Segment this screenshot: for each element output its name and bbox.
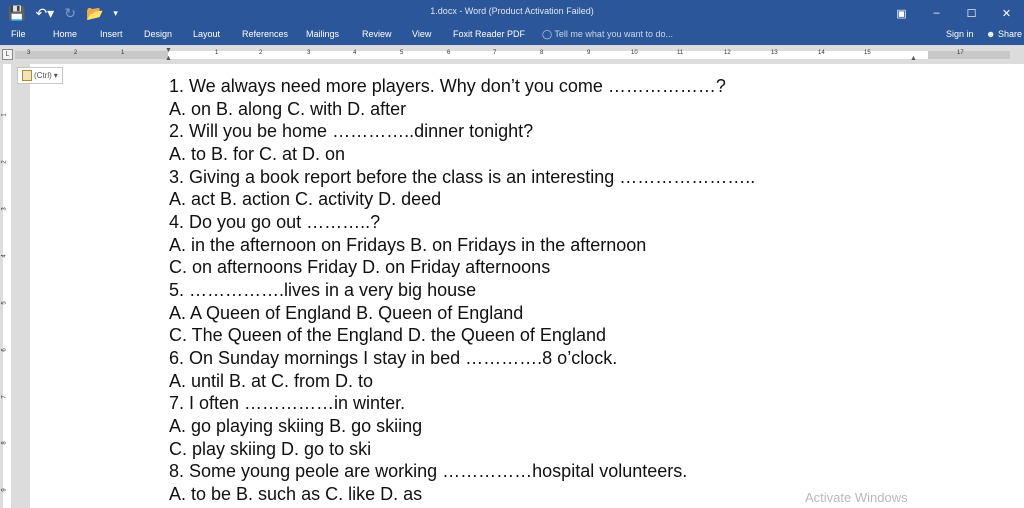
ruler-number: 8 (1, 441, 8, 445)
tab-layout[interactable]: Layout (193, 29, 221, 39)
document-line: A. act B. action C. activity D. deed (169, 189, 442, 209)
window-title: 1.docx - Word (Product Activation Failed) (430, 6, 594, 16)
close-button[interactable]: ✕ (1001, 7, 1012, 20)
document-line: A. to B. for C. at D. on (169, 144, 346, 164)
document-line: A. until B. at C. from D. to (169, 371, 374, 391)
maximize-button[interactable]: ☐ (966, 7, 977, 20)
ruler-number: 7 (493, 50, 497, 56)
ruler-number: 4 (353, 50, 357, 56)
share-label: Share (998, 29, 1023, 39)
tab-selector[interactable]: L (2, 49, 13, 60)
ruler-number: 13 (771, 50, 778, 56)
tab-foxit-reader-pdf[interactable]: Foxit Reader PDF (453, 29, 526, 39)
ruler-number: 6 (1, 348, 8, 352)
share-button[interactable] (986, 29, 1022, 39)
ruler-number: 1 (215, 50, 219, 56)
ribbon-tabs (0, 26, 1024, 45)
open-folder-icon[interactable]: 📂 (85, 5, 104, 21)
document-line: A. to be B. such as C. like D. as (169, 484, 423, 504)
right-indent-icon[interactable]: ▲ (910, 55, 917, 62)
title-bar (0, 0, 1024, 26)
ruler-number: 10 (631, 50, 638, 56)
save-icon[interactable]: 💾 (8, 5, 26, 21)
document-line: 2. Will you be home …………..dinner tonight? (169, 121, 534, 141)
document-line: 5. …………….lives in a very big house (169, 280, 477, 300)
person-icon: ☻ (986, 29, 996, 39)
chevron-down-icon: ▾ (53, 71, 58, 80)
ruler-number: 3 (307, 50, 311, 56)
document-line: C. on afternoons Friday D. on Friday afternoons (169, 257, 551, 277)
ruler-text-area (168, 51, 928, 59)
document-line: A. go playing skiing B. go skiing (169, 416, 423, 436)
ruler-row (0, 45, 1024, 64)
ruler-number: 15 (864, 50, 871, 56)
undo-icon[interactable]: ↶▾ (35, 5, 55, 21)
document-line: 8. Some young peole are working ……………hospital volunteers. (169, 461, 688, 481)
tell-me-text: Tell me what you want to do... (554, 29, 673, 39)
tab-design[interactable]: Design (144, 29, 173, 39)
ribbon-display-options-icon[interactable]: ▣ (896, 7, 907, 20)
ruler-number: 12 (724, 50, 731, 56)
paste-options-label: (Ctrl) (34, 71, 52, 80)
tab-file[interactable]: File (11, 29, 26, 39)
ruler-number: 2 (259, 50, 263, 56)
lightbulb-icon: ◯ (542, 29, 553, 39)
document-line: 7. I often ……………in winter. (169, 393, 406, 413)
vertical-ruler-strip (0, 64, 30, 508)
ruler-number: 3 (27, 50, 31, 56)
ruler-number: 3 (1, 207, 8, 211)
document-line: C. play skiing D. go to ski (169, 439, 372, 459)
ruler-number: 17 (957, 50, 964, 56)
tab-review[interactable]: Review (362, 29, 392, 39)
activation-watermark: Activate Windows (805, 490, 908, 505)
ruler-number: 1 (1, 113, 8, 117)
redo-icon[interactable]: ↻ (64, 5, 76, 21)
minimize-button[interactable]: – (933, 7, 940, 19)
document-line: C. The Queen of the England D. the Queen of England (169, 325, 606, 345)
ruler-number: 2 (1, 160, 8, 164)
vertical-ruler[interactable] (3, 64, 11, 508)
document-line: 6. On Sunday mornings I stay in bed ………….8 o’clock. (169, 348, 618, 368)
ruler-number: 1 (121, 50, 125, 56)
paste-options-button[interactable] (17, 67, 63, 84)
document-line: A. A Queen of England B. Queen of England (169, 303, 524, 323)
ruler-number: 8 (540, 50, 544, 56)
first-line-indent-icon[interactable]: ▼ (165, 47, 172, 54)
ruler-number: 4 (1, 254, 8, 258)
ruler-number: 5 (400, 50, 404, 56)
tab-insert[interactable]: Insert (100, 29, 123, 39)
tab-references[interactable]: References (242, 29, 289, 39)
ruler-number: 9 (1, 488, 8, 492)
ruler-number: 6 (447, 50, 451, 56)
ruler-number: 14 (818, 50, 825, 56)
document-line: A. in the afternoon on Fridays B. on Fridays in the afternoon (169, 235, 647, 255)
document-line: 4. Do you go out ………..? (169, 212, 381, 232)
clipboard-icon (22, 70, 32, 81)
ruler-number: 9 (587, 50, 591, 56)
customize-qat-icon[interactable]: ▾ (113, 8, 118, 18)
ruler-number: 5 (1, 301, 8, 305)
document-line: 1. We always need more players. Why don’t you come ………………? (169, 76, 726, 96)
tab-view[interactable]: View (412, 29, 432, 39)
document-line: 3. Giving a book report before the class is an interesting ………………….. (169, 167, 756, 187)
ruler-number: 2 (74, 50, 78, 56)
window-controls (884, 0, 1024, 26)
ruler-number: 7 (1, 395, 8, 399)
ruler-number: 11 (677, 50, 684, 56)
left-indent-icon[interactable]: ▲ (165, 55, 172, 62)
document-line: A. on B. along C. with D. after (169, 99, 407, 119)
tab-home[interactable]: Home (53, 29, 78, 39)
tab-mailings[interactable]: Mailings (306, 29, 340, 39)
sign-in-link[interactable]: Sign in (946, 29, 974, 39)
tell-me-search[interactable] (542, 29, 673, 40)
